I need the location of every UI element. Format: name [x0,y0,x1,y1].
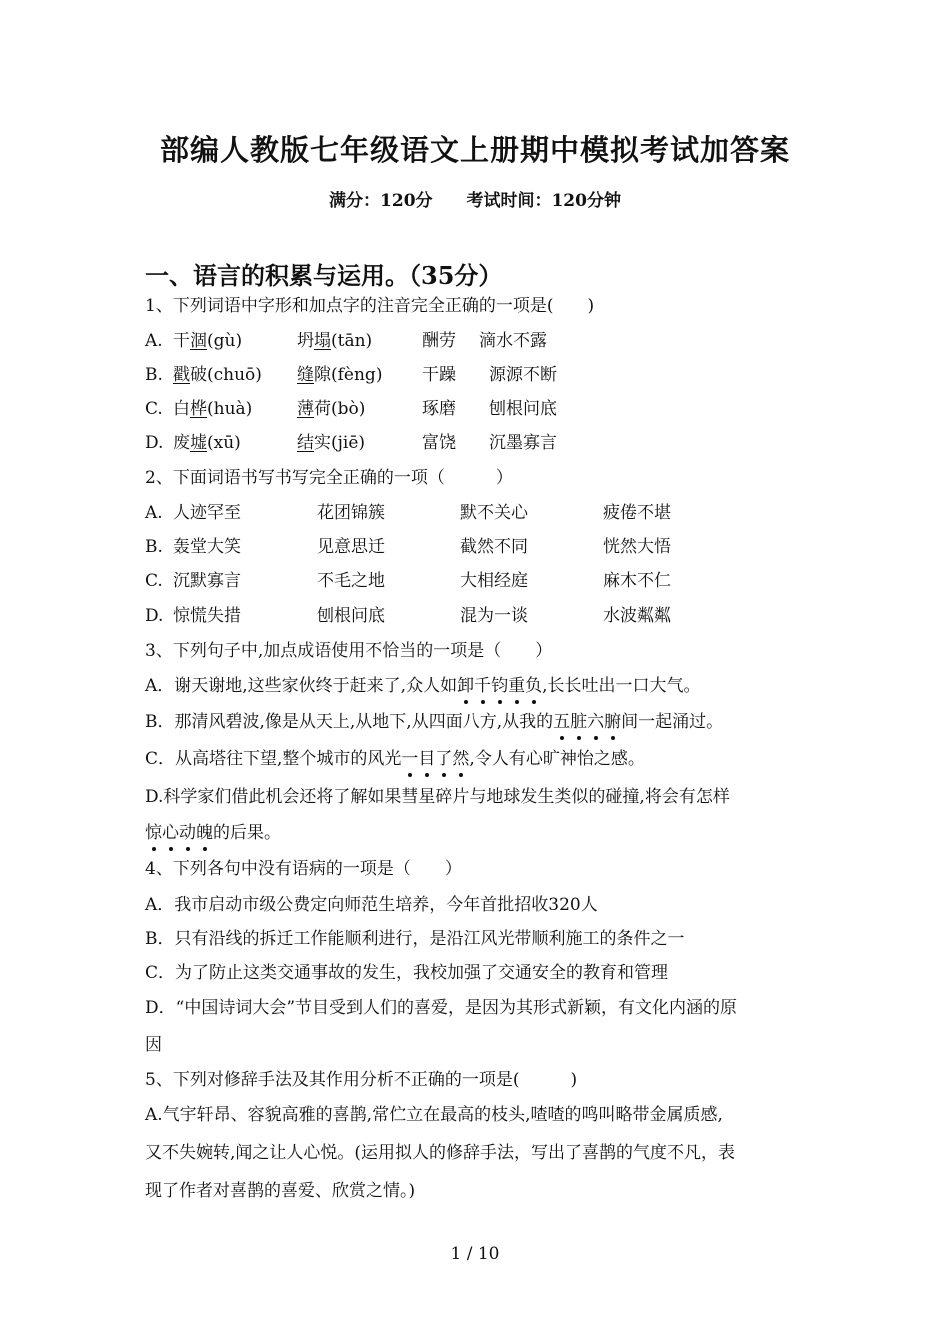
q1-stem: 1、下列词语中字形和加点字的注音完全正确的一项是( ) [145,296,595,316]
q3-stem: 3、下列句子中,加点成语使用不恰当的一项是（ ） [145,641,553,661]
q2-stem: 2、下面词语书写书写完全正确的一项（ ） [145,468,513,488]
q5-option-a-line3: 现了作者对喜鹊的喜爱、欣赏之情。) [145,1181,416,1201]
q5-stem: 5、下列对修辞手法及其作用分析不正确的一项是( ) [145,1070,578,1090]
q4-option-a: A．我市启动市级公费定向师范生培养，今年首批招收320人 [145,895,598,915]
q1-option-a: A. 干涸(gù) 坍塌(tān) 酬劳 滴水不露 [145,331,547,351]
q4-option-d-line1: D．“中国诗词大会”节目受到人们的喜爱，是因为其形式新颖，有文化内涵的原 [145,998,738,1018]
q2-option-c: C. 沉默寡言 不毛之地 大相经庭 麻木不仁 [145,571,671,591]
q5-option-a-line2: 又不失婉转,闻之让人心悦。(运用拟人的修辞手法，写出了喜鹊的气度不凡，表 [145,1143,736,1163]
q3-option-c: C．从高塔往下望,整个城市的风光一目了然,令人有心旷神怡之感。 [145,749,645,769]
q1-option-c: C. 白桦(huà) 薄荷(bò) 琢磨 刨根问底 [145,399,557,419]
page-number: 1 / 10 [450,1244,500,1264]
full-score: 满分：120分 [329,191,433,211]
q4-option-b: B．只有沿线的拆迁工作能顺利进行，是沿江风光带顺利施工的条件之一 [145,929,685,949]
section-heading: 一、语言的积累与运用。（35分） [145,261,503,290]
q3-option-d-line2: 惊心动魄的后果。 [145,823,281,843]
q4-stem: 4、下列各句中没有语病的一项是（ ） [145,859,462,879]
q1-option-d: D. 废墟(xū) 结实(jiē) 富饶 沉墨寡言 [145,433,557,453]
q5-option-a-line1: A.气宇轩昂、容貌高雅的喜鹊,常伫立在最高的枝头,喳喳的鸣叫略带金属质感, [145,1105,723,1125]
page-title: 部编人教版七年级语文上册期中模拟考试加答案 [159,133,790,167]
q3-option-b: B．那清风碧波,像是从天上,从地下,从四面八方,从我的五脏六腑间一起涌过。 [145,712,724,732]
q4-option-d-line2: 因 [145,1035,162,1055]
q2-option-a: A. 人迹罕至 花团锦簇 默不关心 疲倦不堪 [145,503,671,523]
q4-option-c: C．为了防止这类交通事故的发生，我校加强了交通安全的教育和管理 [145,963,669,983]
q2-option-d: D. 惊慌失措 刨根问底 混为一谈 水波粼粼 [145,606,671,626]
q2-option-b: B. 轰堂大笑 见意思迁 截然不同 恍然大悟 [145,537,671,557]
q3-option-d-line1: D.科学家们借此机会还将了解如果彗星碎片与地球发生类似的碰撞,将会有怎样 [145,787,730,807]
q3-option-a: A．谢天谢地,这些家伙终于赶来了,众人如卸千钧重负,长长吐出一口大气。 [145,676,701,696]
exam-time: 考试时间：120分钟 [466,191,621,211]
q1-option-b: B. 戳破(chuō) 缝隙(fèng) 干躁 源源不断 [145,365,557,385]
exam-info [0,186,950,211]
